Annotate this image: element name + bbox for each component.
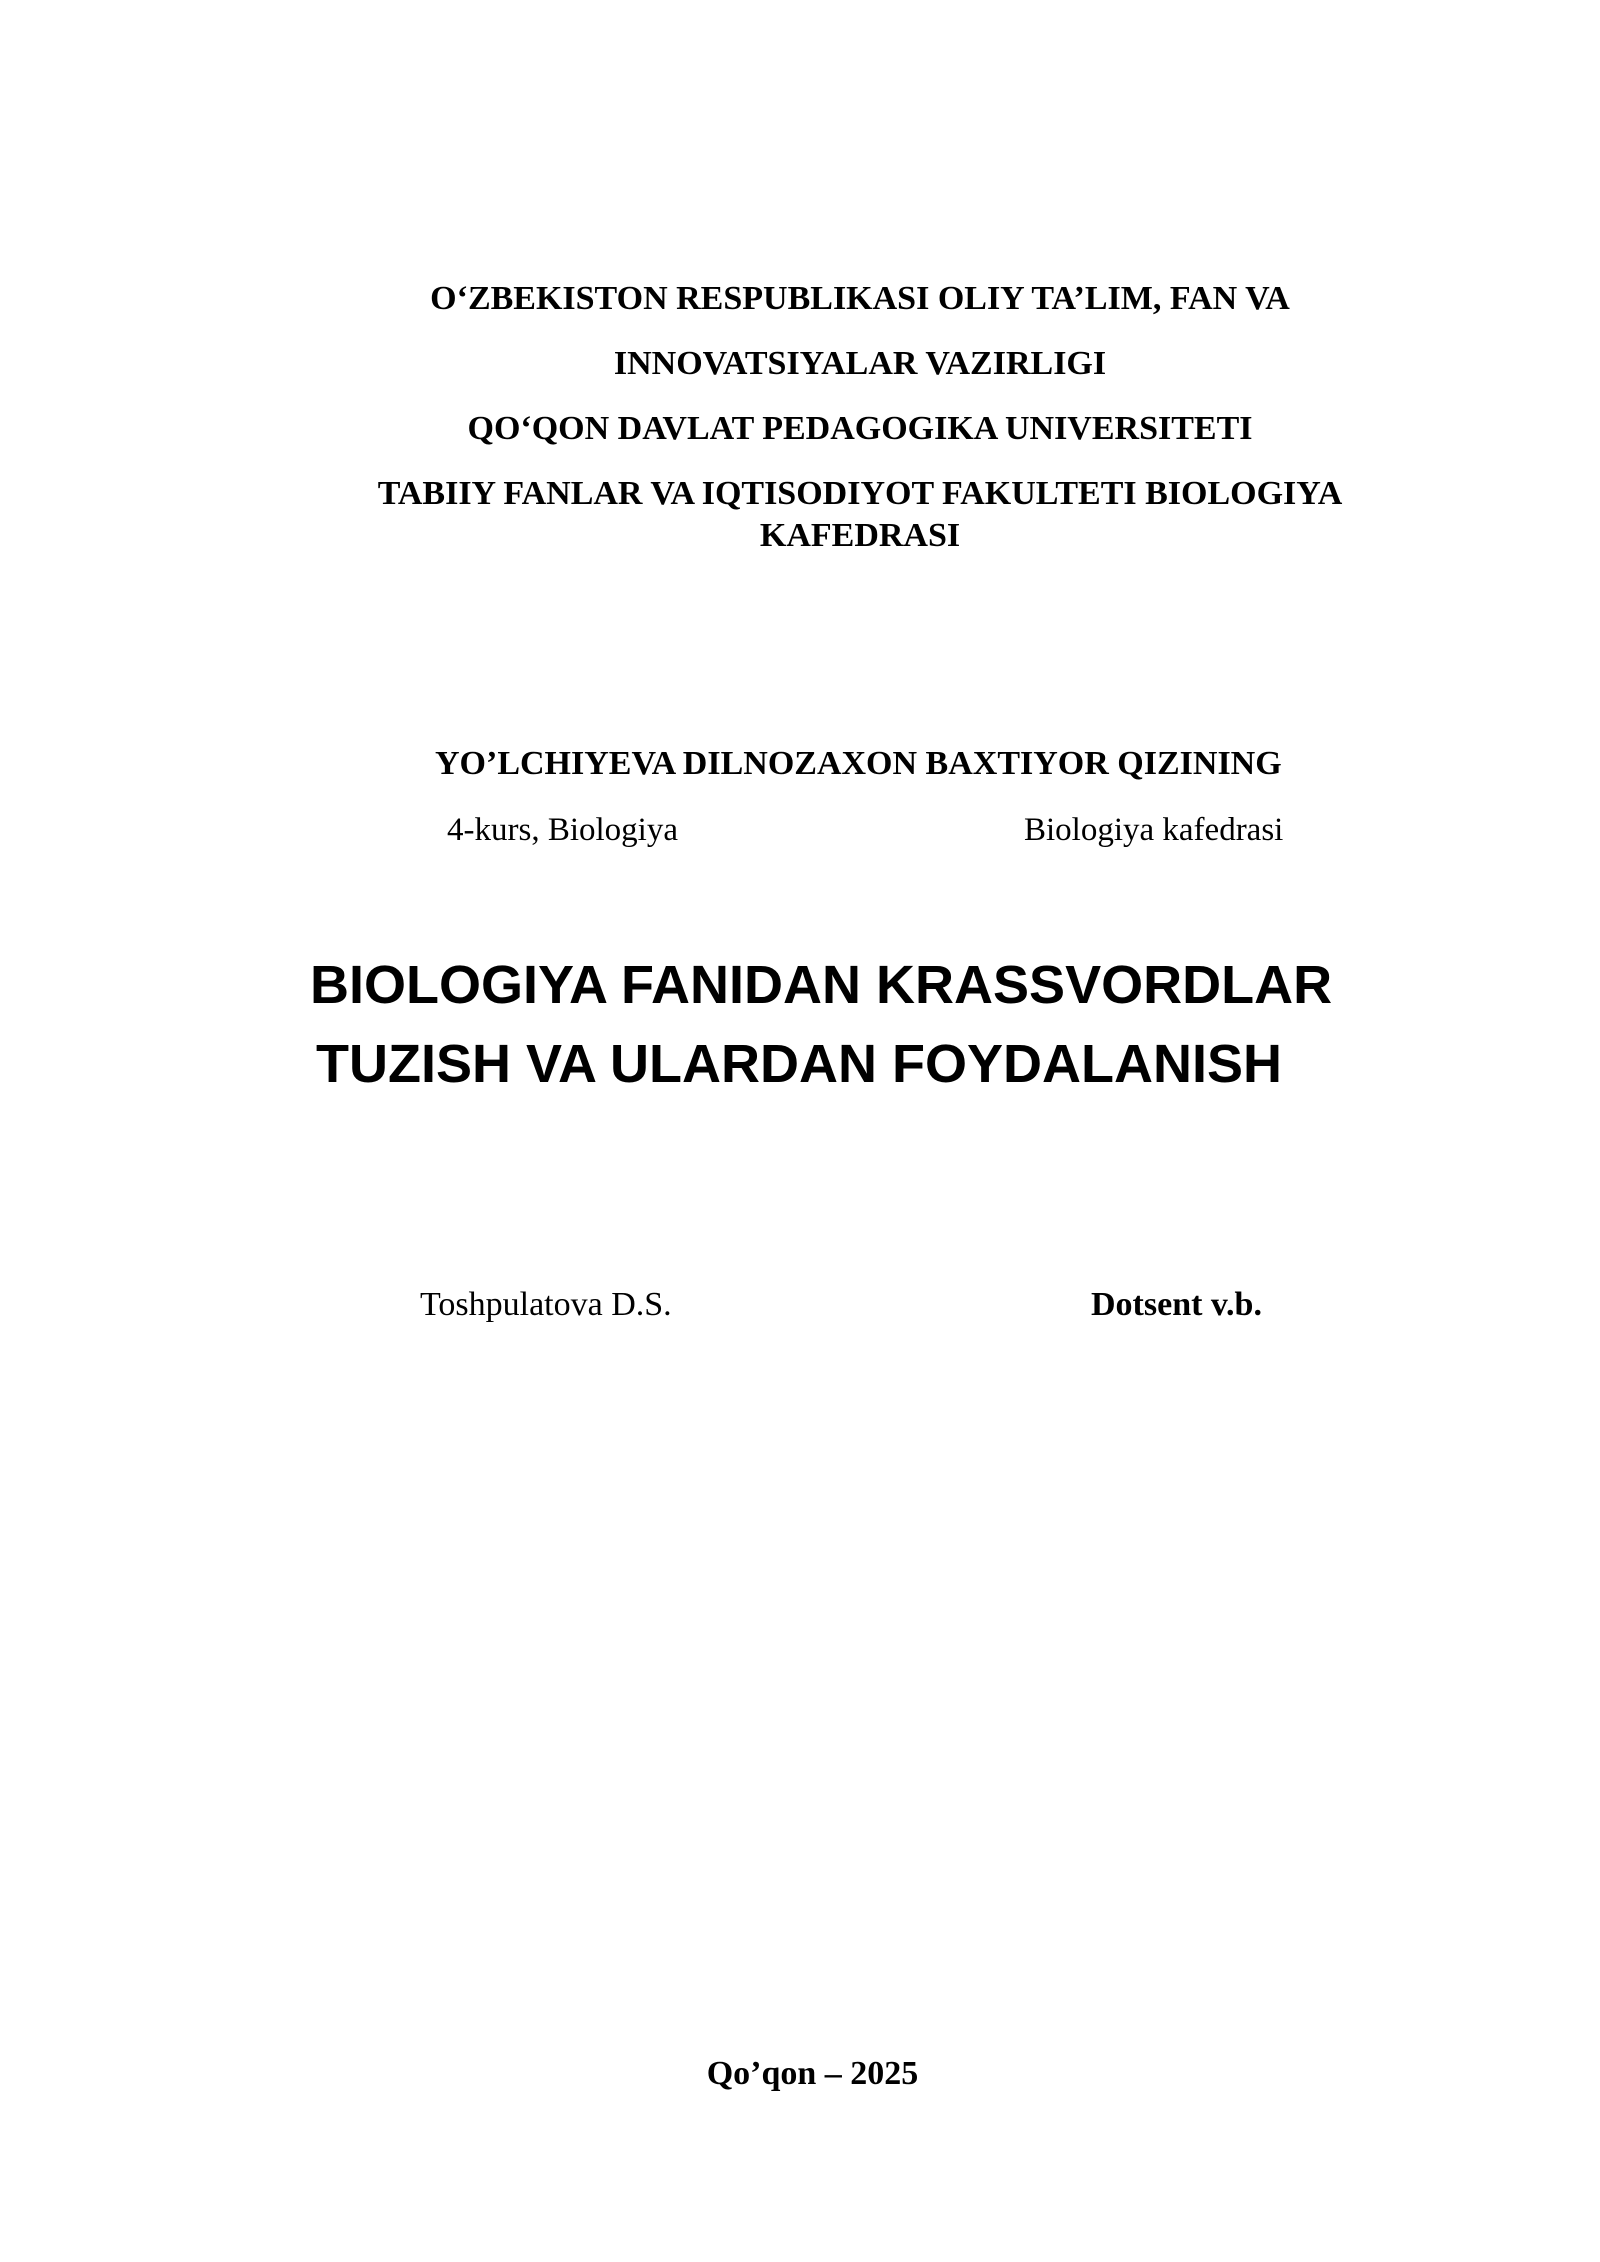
university-name: QO‘QON DAVLAT PEDAGOGIKA UNIVERSITETI: [467, 410, 1253, 447]
document-title-line-2: TUZISH VA ULARDAN FOYDALANISH: [316, 1034, 1282, 1094]
faculty-name-line-1: TABIIY FANLAR VA IQTISODIYOT FAKULTETI BIOLOGIYA: [377, 475, 1343, 512]
document-title-line-1: BIOLOGIYA FANIDAN KRASSVORDLAR: [310, 955, 1333, 1015]
faculty-name-line-2: KAFEDRASI: [759, 517, 961, 554]
student-department: Biologiya kafedrasi: [1024, 812, 1284, 848]
city-year: Qo’qon – 2025: [706, 2055, 919, 2092]
supervisor-rank: Dotsent v.b.: [1091, 1286, 1262, 1323]
student-course: 4-kurs, Biologiya: [447, 812, 678, 848]
student-name: YO’LCHIYEVA DILNOZAXON BAXTIYOR QIZINING: [435, 745, 1282, 782]
ministry-name-line-2: INNOVATSIYALAR VAZIRLIGI: [613, 345, 1107, 382]
ministry-name-line-1: O‘ZBEKISTON RESPUBLIKASI OLIY TA’LIM, FAN VA: [430, 280, 1290, 317]
supervisor-name: Toshpulatova D.S.: [420, 1286, 672, 1323]
